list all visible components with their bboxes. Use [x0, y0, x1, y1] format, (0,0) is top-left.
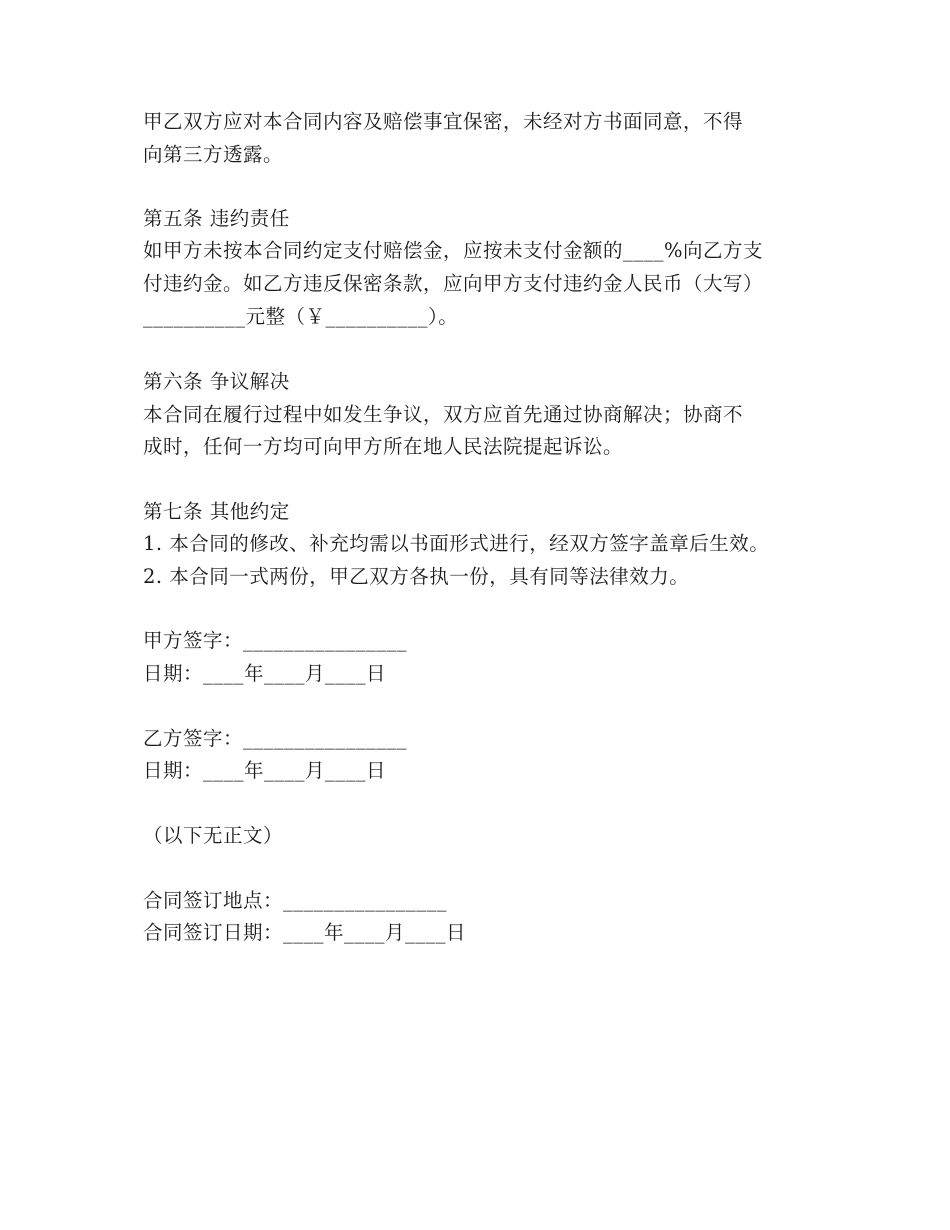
article-6-line-2: 成时，任何一方均可向甲方所在地人民法院提起诉讼。: [143, 435, 624, 458]
end-note: （以下无正文）: [143, 824, 284, 847]
article-7-item-2: 2. 本合同一式两份，甲乙双方各执一份，具有同等法律效力。: [143, 565, 690, 588]
article-5-line-3: __________元整（￥__________）。: [143, 305, 459, 328]
article-6-heading: 第六条 争议解决: [143, 370, 290, 393]
confidentiality-line-2: 向第三方透露。: [143, 143, 284, 166]
article-7-heading: 第七条 其他约定: [143, 500, 290, 523]
party-b-signature: 乙方签字：________________: [143, 727, 408, 750]
article-5-heading: 第五条 违约责任: [143, 207, 290, 230]
party-b-date: 日期：____年____月____日: [143, 759, 387, 782]
party-a-signature: 甲方签字：________________: [143, 629, 408, 652]
signing-place: 合同签订地点：________________: [143, 889, 448, 912]
confidentiality-line-1: 甲乙双方应对本合同内容及赔偿事宜保密，未经对方书面同意，不得: [143, 110, 744, 133]
article-7-item-1: 1. 本合同的修改、补充均需以书面形式进行，经双方签字盖章后生效。: [143, 532, 770, 555]
party-a-date: 日期：____年____月____日: [143, 662, 387, 685]
signing-date: 合同签订日期：____年____月____日: [143, 921, 467, 944]
article-5-line-2: 付违约金。如乙方违反保密条款，应向甲方支付违约金人民币（大写）: [143, 272, 764, 295]
article-6-line-1: 本合同在履行过程中如发生争议，双方应首先通过协商解决；协商不: [143, 403, 744, 426]
article-5-line-1: 如甲方未按本合同约定支付赔偿金，应按未支付金额的____%向乙方支: [143, 239, 764, 262]
